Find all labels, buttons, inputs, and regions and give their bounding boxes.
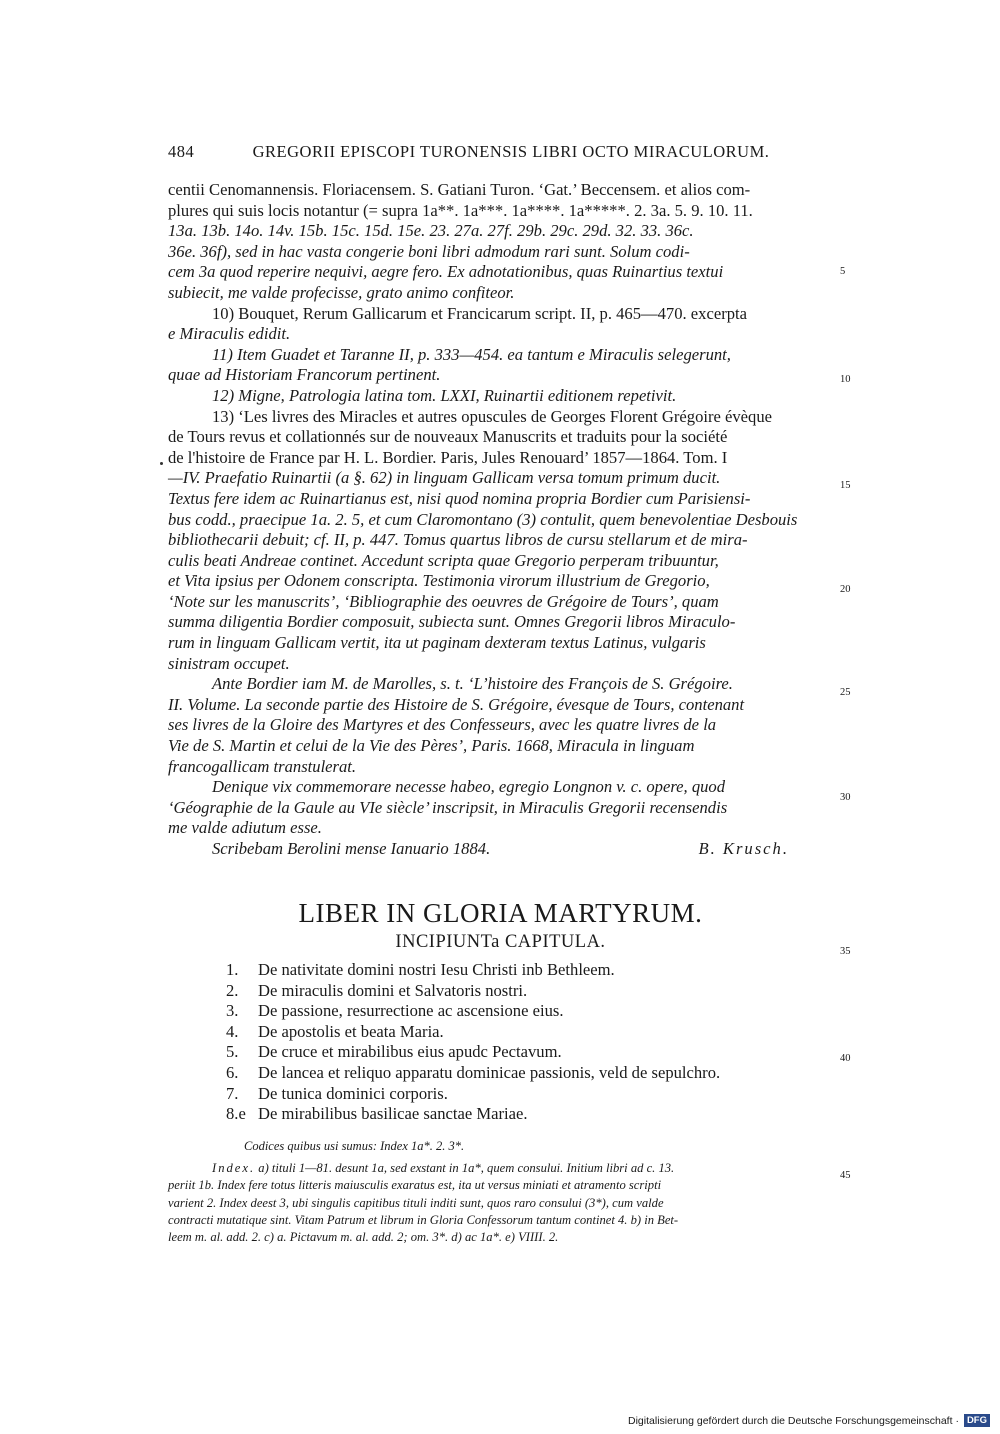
chapter-number: 4. xyxy=(226,1021,239,1041)
text-line: bus codd., praecipue 1a. 2. 5, et cum Claromontano (3) contulit, quem benevolentiae Desbouis xyxy=(168,509,798,529)
note-line xyxy=(168,1160,833,1177)
list-item xyxy=(226,1042,826,1063)
text-line: ‘Note sur les manuscrits’, ‘Bibliographie des oeuvres de Grégoire de Tours’, quam xyxy=(168,591,719,611)
list-item xyxy=(226,1022,826,1043)
text-line: 13a. 13b. 14o. 14v. 15b. 15c. 15d. 15e. 23. 27a. 27f. 29b. 29c. 29d. 32. 33. 36c. xyxy=(168,221,694,241)
signature-line xyxy=(168,839,833,860)
chapter-title: De apostolis et beata Maria. xyxy=(258,1021,444,1041)
chapter-title: De lancea et reliquo apparatu dominicae passionis, veld de sepulchro. xyxy=(258,1062,721,1082)
text-line: plures qui suis locis notantur (= supra 1a**. 1a***. 1a****. 1a*****. 2. 3a. 5. 9. 10. 11. xyxy=(168,200,753,220)
note-line: leem m. al. add. 2. c) a. Pictavum m. al. add. 2; om. 3*. d) ac 1a*. e) VIIII. 2. xyxy=(168,1230,559,1245)
chapter-number: 2. xyxy=(226,980,239,1000)
text-line: e Miraculis edidit. xyxy=(168,324,291,344)
page-number: 484 xyxy=(168,142,195,161)
line-number: 40 xyxy=(840,1053,851,1064)
text-line: cem 3a quod reperire nequivi, aegre fero. Ex adnotationibus, quas Ruinartius textui xyxy=(168,262,724,282)
list-item xyxy=(226,1104,826,1125)
line-number: 45 xyxy=(840,1170,851,1181)
text-line: Textus fere idem ac Ruinartianus est, nisi quod nomina propria Bordier cum Parisiensi- xyxy=(168,488,751,508)
line-number: 30 xyxy=(840,792,851,803)
text-line: rum in linguam Gallicam vertit, ita ut paginam dexteram textus Latinus, vulgaris xyxy=(168,633,706,653)
chapter-number: 5. xyxy=(226,1042,239,1062)
text-line: sinistram occupet. xyxy=(168,653,290,673)
chapter-title: De nativitate domini nostri Iesu Christi inb Bethleem. xyxy=(258,960,615,979)
capitula-title: INCIPIUNTa CAPITULA. xyxy=(395,932,606,952)
footer-text: Digitalisierung gefördert durch die Deutsche Forschungsgemeinschaft · xyxy=(628,1414,959,1427)
critical-apparatus xyxy=(168,1160,833,1246)
signature-author: B. Krusch. xyxy=(698,839,789,858)
chapter-number: 8.e xyxy=(226,1104,246,1124)
list-item xyxy=(226,960,826,981)
line-number: 5 xyxy=(840,266,846,277)
text-line: quae ad Historiam Francorum pertinent. xyxy=(168,365,441,385)
text-line: et Vita ipsius per Odonem conscripta. Testimonia virorum illustrium de Gregorio, xyxy=(168,571,710,591)
text-line: —IV. Praefatio Ruinartii (a §. 62) in linguam Gallicam versa tomum primum ducit. xyxy=(168,468,721,488)
line-number: 10 xyxy=(840,374,851,385)
text-line: culis beati Andreae continet. Accedunt scripta quae Gregorio perperam tribuuntur, xyxy=(168,550,719,570)
note-line: periit 1b. Index fere totus litteris maiusculis exaratus est, ita ut versus miniati et atramento scripti xyxy=(168,1178,662,1193)
text-line: subiecit, me valde profecisse, grato animo confiteor. xyxy=(168,282,515,302)
note-label: Index. xyxy=(212,1161,256,1175)
text-line: 12) Migne, Patrologia latina tom. LXXI, Ruinartii editionem repetivit. xyxy=(212,385,677,405)
list-item xyxy=(226,1084,826,1105)
running-header xyxy=(168,142,833,162)
line-number: 15 xyxy=(840,480,851,491)
chapter-number: 7. xyxy=(226,1083,239,1103)
list-item xyxy=(226,981,826,1002)
text-line: francogallicam transtulerat. xyxy=(168,756,357,776)
text-line: ‘Géographie de la Gaule au VIe siècle’ inscripsit, in Miraculis Gregorii recensendis xyxy=(168,797,728,817)
dfg-logo: DFG xyxy=(964,1414,990,1427)
text-line: de l'histoire de France par H. L. Bordier. Paris, Jules Renouard’ 1857—1864. Tom. I xyxy=(168,447,728,467)
running-title: GREGORII EPISCOPI TURONENSIS LIBRI OCTO MIRACULORUM. xyxy=(252,142,770,161)
preface-text xyxy=(168,180,833,860)
text-line: ses livres de la Gloire des Martyres et des Confesseurs, avec les quatre livres de la xyxy=(168,715,717,735)
chapter-number: 6. xyxy=(226,1062,239,1082)
line-number: 25 xyxy=(840,687,851,698)
text-line: de Tours revus et collationnés sur de nouveaux Manuscrits et traduits pour la société xyxy=(168,427,728,447)
digitization-footer xyxy=(606,1414,990,1427)
chapter-list xyxy=(226,960,826,1125)
signature-place: Scribebam Berolini mense Ianuario 1884. xyxy=(212,839,491,858)
text-line: summa diligentia Bordier composuit, subiecta sunt. Omnes Gregorii libros Miraculo- xyxy=(168,612,736,632)
chapter-title: De miraculis domini et Salvatoris nostri. xyxy=(258,980,528,1000)
line-number: 20 xyxy=(840,584,851,595)
note-line: varient 2. Index deest 3, ubi singulis capitibus tituli inditi sunt, quos raro consului (3*), cum valde xyxy=(168,1195,664,1210)
text-line: Denique vix commemorare necesse habeo, egregio Longnon v. c. opere, quod xyxy=(212,777,726,797)
text-line: Ante Bordier iam M. de Marolles, s. t. ‘L’histoire des François de S. Grégoire. xyxy=(212,674,733,694)
chapter-number: 3. xyxy=(226,1001,239,1021)
text-line: 11) Item Guadet et Taranne II, p. 333—454. ea tantum e Miraculis selegerunt, xyxy=(212,344,731,364)
list-item xyxy=(226,1001,826,1022)
text-line: 36e. 36f), sed in hac vasta congerie boni libri admodum rari sunt. Solum codi- xyxy=(168,241,690,261)
chapter-title: De tunica dominici corporis. xyxy=(258,1083,448,1103)
text-line: 13) ‘Les livres des Miracles et autres opuscules de Georges Florent Grégoire évèque xyxy=(212,406,773,426)
text-line: bibliothecarii debuit; cf. II, p. 447. Tomus quartus libros de cursu stellarum et de mira- xyxy=(168,530,748,550)
text-line: 10) Bouquet, Rerum Gallicarum et Francicarum script. II, p. 465—470. excerpta xyxy=(212,303,747,323)
ink-speck xyxy=(160,462,163,465)
chapter-title: De passione, resurrectione ac ascensione eius. xyxy=(258,1001,564,1021)
codices-line: Codices quibus usi sumus: Index 1a*. 2. 3*. xyxy=(244,1139,465,1153)
book-title: LIBER IN GLORIA MARTYRUM. xyxy=(298,898,703,928)
chapter-title: De mirabilibus basilicae sanctae Mariae. xyxy=(258,1104,528,1124)
text-line: II. Volume. La seconde partie des Histoire de S. Grégoire, évesque de Tours, contenant xyxy=(168,694,745,714)
text-line: Vie de S. Martin et celui de la Vie des Pères’, Paris. 1668, Miracula in linguam xyxy=(168,736,695,756)
note-text: a) tituli 1—81. desunt 1a, sed exstant in 1a*, quem consului. Initium libri ad c. 13. xyxy=(258,1161,675,1175)
text-line: me valde adiutum esse. xyxy=(168,818,322,838)
text-line: centii Cenomannensis. Floriacensem. S. Gatiani Turon. ‘Gat.’ Beccensem. et alios com- xyxy=(168,180,751,199)
line-number: 35 xyxy=(840,946,851,957)
chapter-number: 1. xyxy=(226,960,239,979)
note-line: contracti mutatique sint. Vitam Patrum et librum in Gloria Confessorum tantum continet 4. b) in Bet- xyxy=(168,1212,679,1227)
chapter-title: De cruce et mirabilibus eius apudc Pectavum. xyxy=(258,1042,562,1062)
list-item xyxy=(226,1063,826,1084)
